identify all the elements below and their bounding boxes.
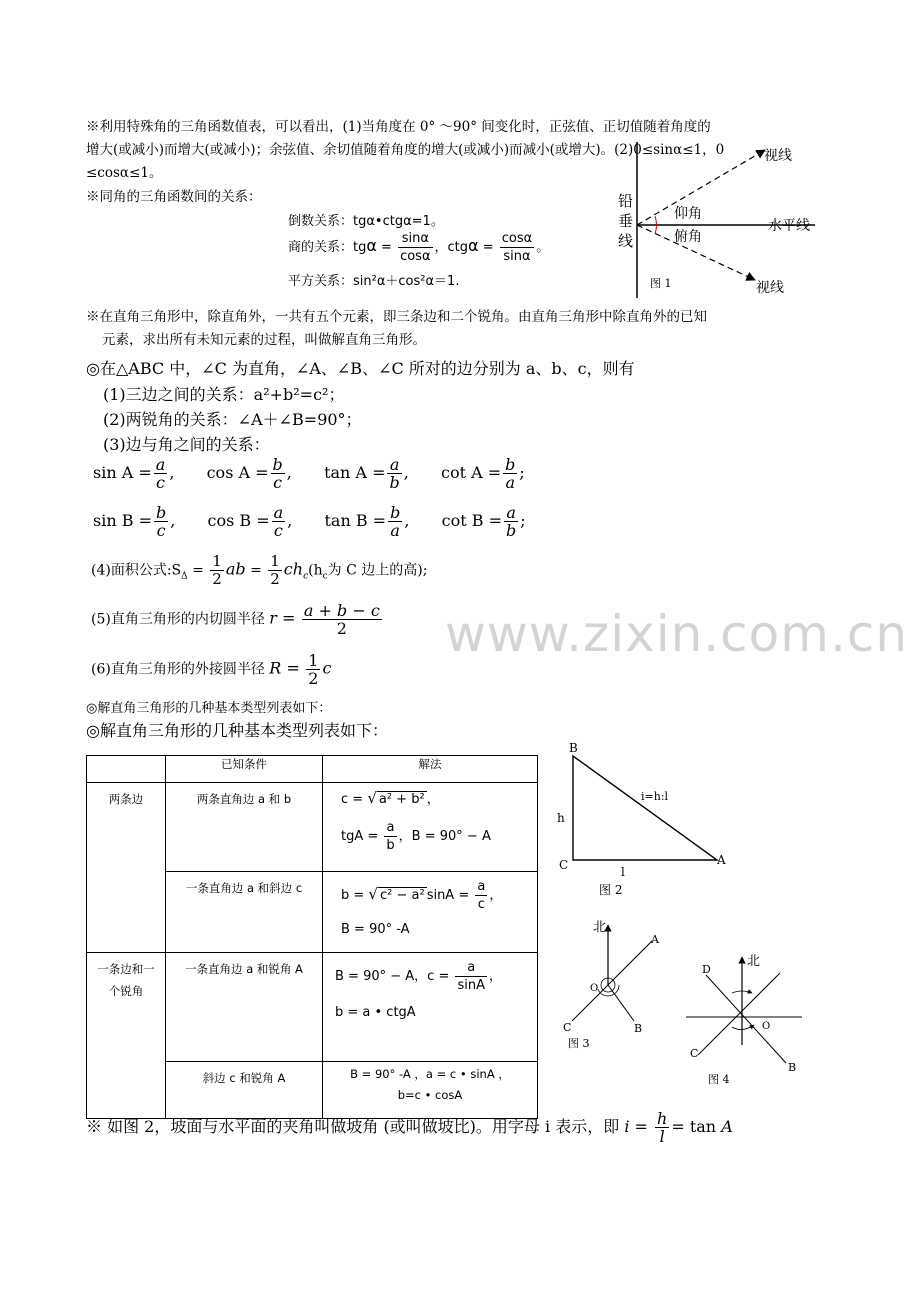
denominator: a (505, 473, 516, 492)
numerator: cosα (501, 231, 533, 246)
slope-text: ※ 如图 2，坡面与水平面的夹角叫做坡角 (或叫做坡比)。用字母 i 表示，即 (86, 1117, 620, 1136)
fraction (398, 230, 432, 265)
slope-sentence (86, 1110, 733, 1145)
text: B = 90° − A，c = (335, 969, 454, 984)
comma: , (287, 511, 293, 530)
denominator: 2 (212, 570, 222, 588)
figure-1 (610, 140, 840, 300)
radicand: c² − a² (379, 888, 425, 903)
row2-condition: 一条直角边 a 和斜边 c (166, 872, 323, 953)
abc-item-2: (2)两锐角的关系：∠A＋∠B=90°； (103, 410, 362, 429)
ray-A (608, 941, 652, 985)
i-term: i = (624, 1117, 648, 1136)
c-term: c (322, 658, 332, 678)
denominator: c (273, 521, 283, 540)
sight-label-up: 视线 (764, 148, 792, 164)
abc-intro: ◎在△ABC 中，∠C 为直角，∠A、∠B、∠C 所对的边分别为 a、b、c，则有 (86, 359, 635, 378)
denominator: b (389, 473, 400, 492)
solution-table (86, 755, 538, 1119)
denominator: 2 (270, 570, 280, 588)
line-char: 线 (618, 232, 634, 250)
sin-a-label: sin A = (93, 463, 152, 482)
watermark: www.zixin.com.cn (445, 605, 909, 663)
equals: = (250, 562, 262, 579)
reciprocal-relation: 倒数关系：tgα•ctgα=1。 (288, 214, 444, 229)
trig-row-a (93, 456, 525, 491)
row1-method (323, 783, 538, 872)
alpha: α (366, 236, 377, 255)
r-term: r = (269, 608, 296, 628)
numerator: b (155, 503, 167, 522)
fraction (268, 553, 282, 588)
point-O: O (590, 983, 599, 994)
denominator: c (156, 521, 166, 540)
semicolon: ; (519, 463, 525, 482)
comma: , (286, 463, 292, 482)
area-formula (91, 553, 427, 588)
fraction (384, 819, 396, 854)
denominator: b (505, 521, 517, 540)
denominator: b (386, 838, 395, 853)
radicand: a² + b² (378, 792, 425, 807)
point-O: O (762, 1021, 771, 1032)
row1-line2 (341, 819, 537, 854)
denominator: a (390, 521, 400, 540)
vertex-C: C (559, 858, 569, 872)
denominator: cosα (400, 249, 431, 264)
figure-2 (555, 738, 745, 900)
trig-row-b (93, 504, 526, 539)
row2-line1: b = √ c² − a² sinA = $\frac{a}{c}$ ， (341, 879, 503, 912)
R-term: R = (269, 658, 300, 678)
tan-b-label: tan B = (324, 511, 387, 530)
row4-line2: b=c • cosA (397, 1088, 463, 1102)
solve-line-1: ※在直角三角形中，除直角外，一共有五个元素，即三条边和二个锐角。由直角三角形中除直角外的已知 (86, 309, 707, 325)
denominator: sinA (457, 978, 486, 993)
fraction (455, 959, 487, 994)
horizontal-label: 水平线 (768, 218, 810, 234)
numerator: a (384, 819, 396, 837)
side-h: h (557, 811, 565, 825)
square-relation: 平方关系：sin²α＋cos²α＝1. (288, 274, 460, 289)
denominator: l (659, 1127, 665, 1146)
vertex-A: A (717, 853, 726, 867)
abc-item-3: (3)边与角之间的关系： (103, 435, 270, 454)
vertex-B: B (569, 741, 578, 755)
type-side-angle (87, 953, 166, 1119)
text: sinA = (426, 888, 474, 903)
sin-b-label: sin B = (93, 511, 152, 530)
intro-line-1: ※利用特殊角的三角函数值表，可以看出，(1)当角度在 0° ～90° 间变化时，正弦值、正切值随着角度的 (86, 119, 711, 135)
type-two-sides: 两条边 (87, 783, 166, 953)
row1-line1: c = √ a² + b² ， (341, 789, 440, 807)
numerator: 1 (308, 651, 319, 670)
A-term: A (721, 1117, 733, 1136)
inradius-formula (91, 602, 384, 637)
row3-condition: 一条直角边 a 和锐角 A (166, 953, 323, 1062)
denominator: 2 (308, 669, 319, 688)
inradius-label: (5)直角三角形的内切圆半径 (91, 611, 265, 628)
text: b = (341, 888, 369, 903)
cot-b-label: cot B = (441, 511, 502, 530)
row2-method (323, 872, 538, 953)
row3-line1 (335, 959, 537, 994)
comma: , (170, 511, 176, 530)
denominator: c (156, 473, 166, 492)
denominator: 2 (336, 619, 347, 638)
figure-3-caption: 图 3 (568, 1037, 590, 1050)
fraction (154, 456, 168, 491)
text: c = (341, 792, 368, 807)
area-label: (4)面积公式:S (91, 562, 182, 579)
text: tgA = (341, 829, 383, 844)
fraction (655, 1110, 669, 1145)
point-D: D (702, 963, 711, 976)
header-empty (87, 756, 166, 783)
fraction (210, 553, 224, 588)
numerator: a + b − c (303, 601, 380, 620)
tan-text: = tan (671, 1117, 717, 1136)
text: ， (489, 969, 503, 984)
comma: , (169, 463, 175, 482)
fraction (306, 652, 320, 687)
point-B: B (788, 1061, 797, 1074)
row4-condition: 斜边 c 和锐角 A (166, 1062, 323, 1119)
cot-a-label: cot A = (441, 463, 502, 482)
numerator: a (477, 879, 486, 894)
subscript: c (303, 571, 309, 582)
side-l: l (621, 865, 625, 879)
denominator: c (477, 897, 485, 912)
abc-item-1: (1)三边之间的关系：a²+b²=c²； (103, 385, 345, 404)
fraction (271, 456, 285, 491)
equals: = (192, 562, 204, 579)
table-row (87, 783, 538, 872)
fraction (387, 456, 401, 491)
tan-a-label: tan A = (324, 463, 386, 482)
numerator: a (155, 455, 166, 474)
elevation-label: 仰角 (674, 206, 702, 222)
figure-4-caption: 图 4 (708, 1073, 730, 1086)
text: ， (489, 888, 503, 903)
north-label: 北 (747, 954, 761, 969)
fraction (302, 602, 382, 637)
point-B: B (634, 1022, 643, 1035)
numerator: 1 (212, 552, 222, 570)
slope-label: i=h:l (641, 790, 669, 803)
row1-condition: 两条直角边 a 和 b (166, 783, 323, 872)
intro-line-2: 增大(或减小)而增大(或减小)；余弦值、余切值随着角度的增大(或减小)而减小(或增大)。(2)0≤sinα≤1，0 (86, 142, 725, 158)
triangle (573, 756, 717, 860)
numerator: b (272, 455, 283, 474)
note-end: 为 C 边上的高); (327, 562, 428, 579)
numerator: b (390, 503, 401, 522)
lead-char: 铅 (618, 192, 634, 210)
list-heading-small: ◎解直角三角形的几种基本类型列表如下： (86, 701, 332, 716)
comma: , (403, 463, 409, 482)
quotient-end: 。 (536, 240, 550, 255)
figure-1-caption: 图 1 (650, 277, 672, 290)
alpha: α (468, 236, 479, 255)
cos-b-label: cos B = (207, 511, 270, 530)
fraction (154, 504, 168, 539)
vertical-char: 垂 (618, 212, 634, 230)
north-label: 北 (593, 920, 607, 935)
intro-line-3: ≤cosα≤1。 (86, 165, 163, 181)
table-header (87, 756, 538, 783)
row2-line2: B = 90° -A (341, 922, 410, 937)
fraction (388, 504, 402, 539)
text: ， (426, 792, 440, 807)
ab-term: ab (225, 559, 246, 579)
quotient-mid: ，ctg (434, 240, 469, 255)
figure-3 (560, 915, 670, 1055)
numerator: a (504, 504, 518, 522)
ray-D-B (706, 975, 786, 1063)
point-C: C (563, 1021, 572, 1034)
row4-line1: B = 90° -A ，a = c • sinA ， (350, 1067, 510, 1081)
fraction (500, 230, 534, 265)
numerator: sinα (398, 230, 432, 248)
table-row (87, 953, 538, 1062)
text: ，B = 90° − A (398, 829, 491, 844)
figure-2-caption: 图 2 (599, 883, 623, 897)
sight-label-down: 视线 (756, 280, 784, 296)
denominator: sinα (503, 249, 531, 264)
type-line: 个锐角 (108, 984, 144, 998)
point-C: C (690, 1047, 699, 1060)
numerator: 1 (270, 552, 280, 570)
figure-4 (682, 945, 807, 1085)
header-known: 已知条件 (166, 756, 323, 783)
point-A: A (651, 933, 659, 946)
fraction (272, 504, 286, 539)
header-method: 解法 (323, 756, 538, 783)
quotient-relation: 商的关系：tgα = $\frac{\sin\alpha}{\cos\alpha}$ ，ctgα = $\frac{\cos\alpha}{\sin\alpha}$ 。 (288, 231, 550, 264)
numerator: a (455, 959, 487, 977)
row3-method (323, 953, 538, 1062)
fraction (504, 504, 518, 539)
subscript: Δ (181, 571, 188, 582)
fraction (503, 456, 517, 491)
angle-arc-bottom (732, 1025, 754, 1030)
solve-line-2: 元素，求出所有未知元素的过程，叫做解直角三角形。 (102, 332, 426, 348)
circumradius-formula (91, 652, 331, 687)
cos-a-label: cos A = (206, 463, 269, 482)
denominator: c (273, 473, 283, 492)
note: (h (308, 562, 323, 579)
quotient-label: 商的关系：tg (288, 240, 367, 255)
numerator: a (273, 503, 284, 522)
intro-line-4: ※同角的三角函数间的关系： (86, 189, 262, 205)
circumradius-label: (6)直角三角形的外接圆半径 (91, 661, 265, 678)
numerator: h (657, 1109, 668, 1128)
ch-term: ch (283, 559, 304, 579)
list-heading-large: ◎解直角三角形的几种基本类型列表如下： (86, 721, 388, 740)
comma: , (404, 511, 410, 530)
semicolon: ; (520, 511, 526, 530)
fraction (475, 878, 487, 913)
type-line: 一条边和一 (97, 962, 155, 976)
numerator: b (505, 455, 516, 474)
numerator: a (387, 456, 401, 474)
subscript: c (322, 571, 328, 582)
depression-label: 俯角 (674, 229, 702, 245)
row3-line2: b = a • ctgA (335, 1005, 416, 1020)
